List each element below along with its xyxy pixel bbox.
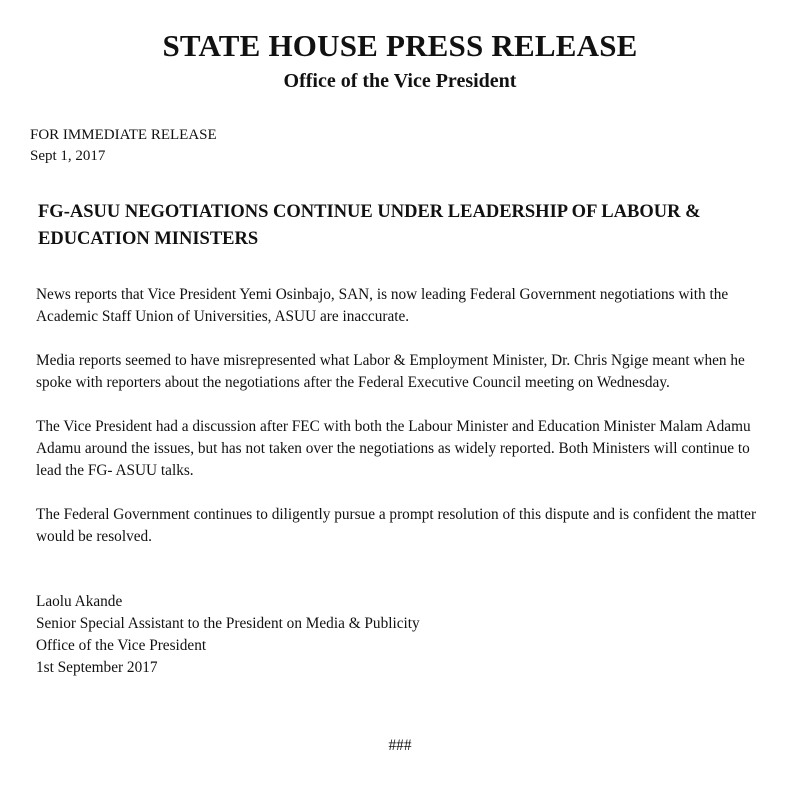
signature-date: 1st September 2017 xyxy=(36,659,158,676)
body-text xyxy=(36,284,766,570)
page-subtitle: Office of the Vice President xyxy=(283,70,517,92)
release-label: FOR IMMEDIATE RELEASE xyxy=(30,127,217,143)
end-mark: ### xyxy=(388,737,412,754)
signature-name: Laolu Akande xyxy=(36,593,123,610)
release-meta xyxy=(30,125,217,167)
paragraph-4: The Federal Government continues to diligently pursue a prompt resolution of this dispute and is confident the matter would be resolved. xyxy=(36,506,757,545)
paragraph-3: The Vice President had a discussion after FEC with both the Labour Minister and Education Minister Malam Adamu Adamu around the issues, but has not taken over the negotiations as widely reported. Both Ministers will continue to lead the FG- ASUU talks. xyxy=(36,418,751,479)
signature-office: Office of the Vice President xyxy=(36,637,207,654)
page-title: STATE HOUSE PRESS RELEASE xyxy=(162,28,638,63)
paragraph-1: News reports that Vice President Yemi Osinbajo, SAN, is now leading Federal Government negotiations with the Academic Staff Union of Universities, ASUU are inaccurate. xyxy=(36,286,729,325)
release-date: Sept 1, 2017 xyxy=(30,148,106,164)
signature-block xyxy=(36,591,420,679)
paragraph-2: Media reports seemed to have misrepresented what Labor & Employment Minister, Dr. Chris Ngige meant when he spoke with reporters about the negotiations after the Federal Executive Council meeting on Wednesday. xyxy=(36,352,745,391)
signature-position: Senior Special Assistant to the President on Media & Publicity xyxy=(36,615,420,632)
headline: FG-ASUU NEGOTIATIONS CONTINUE UNDER LEADERSHIP OF LABOUR & EDUCATION MINISTERS xyxy=(38,202,701,249)
